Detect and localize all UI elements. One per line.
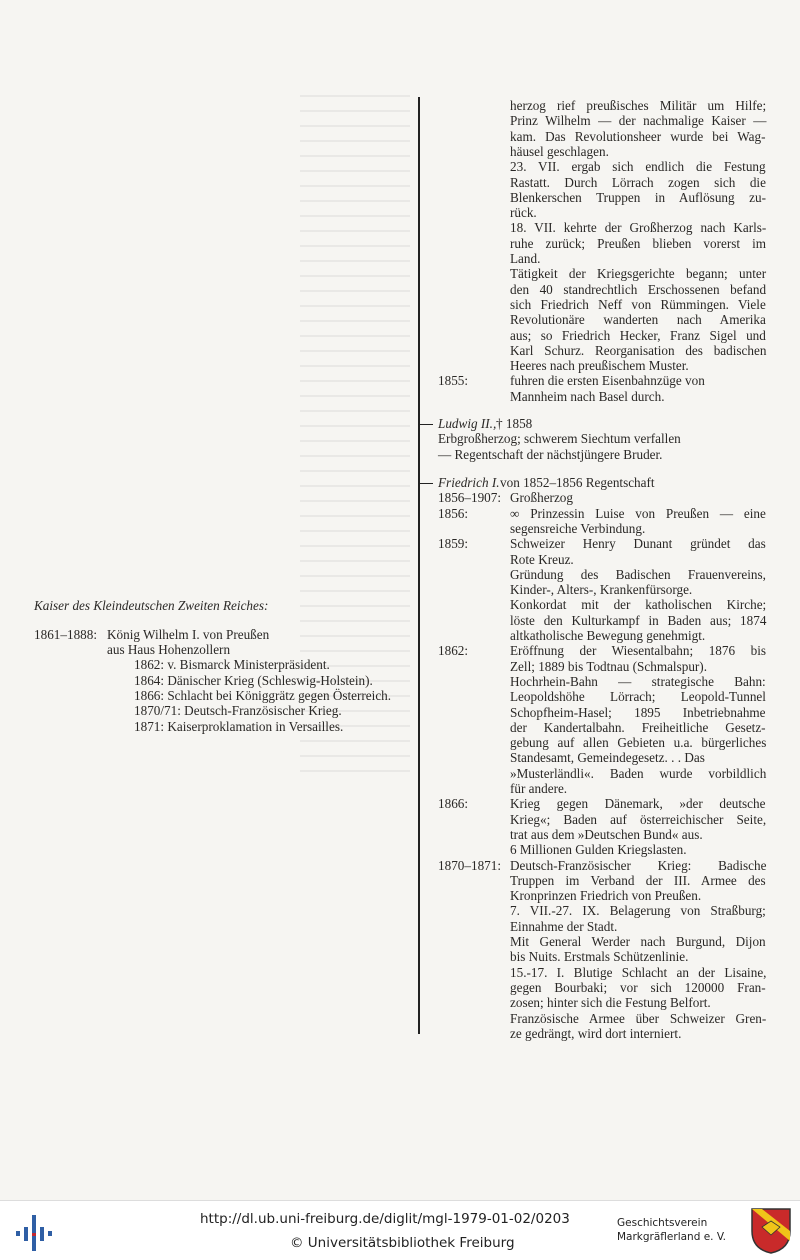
ludwig-line: — Regentschaft der nächstjüngere Bruder. [438, 446, 663, 462]
body-line: altkatholische Bewegung genehmigt. [510, 628, 706, 643]
left-line: 1871: Kaiserproklamation in Versailles. [134, 719, 344, 734]
body-line: Heeres nach preußischem Muster. [510, 358, 689, 374]
body-line: Hochrhein-Bahn — strategische Bahn: [510, 673, 766, 689]
body-line: segensreiche Verbindung. [510, 520, 646, 536]
body-line: Französische Armee über Schweizer Gren- [510, 1010, 767, 1026]
year-label: 1856–1907: [438, 490, 502, 506]
body-line: Schopfheim-Hasel; 1895 Inbetriebnahme [510, 704, 766, 720]
body-line: 15.-17. I. Blutige Schlacht an der Lisaine, [510, 964, 767, 980]
body-line: Gründung des Badischen Frauenvereins, [510, 566, 766, 582]
body-line: Rote Kreuz. [510, 551, 574, 567]
body-line: Großherzog [510, 490, 573, 506]
footer-bar [0, 1200, 800, 1260]
body-line: Kronprinzen Friedrich von Preußen. [510, 888, 702, 904]
society-name-line2: Markgräflerland e. V. [617, 1231, 727, 1243]
left-line: 1862: v. Bismarck Ministerpräsident. [134, 657, 330, 672]
ruler-dates-ludwig: † 1858 [496, 416, 533, 431]
body-line: den 40 standrechtlich Erschossenen befand [510, 281, 767, 297]
left-line: 1864: Dänischer Krieg (Schleswig-Holstein). [134, 673, 373, 688]
body-line: aus; so Friedrich Hecker, Franz Sigel und [510, 327, 766, 343]
body-line: Revolutionäre wanderten nach Amerika [510, 312, 766, 328]
body-line: Eröffnung der Wiesentalbahn; 1876 bis [510, 643, 767, 659]
left-heading: Kaiser des Kleindeutschen Zweiten Reiches: [34, 598, 269, 613]
body-line: ruhe zurück; Preußen blieben vorerst im [510, 235, 767, 251]
timeline-tick-ludwig [419, 424, 433, 425]
body-line: zosen; hinter sich die Festung Belfort. [510, 995, 711, 1011]
body-line: löste den Kulturkampf in Baden aus; 1874 [510, 612, 767, 628]
body-line: 23. VII. ergab sich endlich die Festung [510, 159, 766, 175]
body-line: Prinz Wilhelm — der nachmalige Kaiser — [510, 113, 767, 129]
body-line: herzog rief preußisches Militär um Hilfe; [510, 98, 767, 113]
left-line: 1866: Schlacht bei Königgrätz gegen Österreich. [134, 688, 392, 703]
body-line: Einnahme der Stadt. [510, 918, 618, 934]
body-line: Krieg«; Baden auf österreichischer Seite, [510, 811, 767, 827]
year-label: 1855: [438, 373, 469, 389]
copyright-notice: © Universitätsbibliothek Freiburg [290, 1235, 515, 1251]
year-label: 1870–1871: [438, 857, 502, 873]
body-line: häusel geschlagen. [510, 143, 609, 159]
year-label: 1862: [438, 643, 469, 659]
body-line: 18. VII. kehrte der Großherzog nach Karls- [510, 220, 767, 236]
coat-of-arms-icon [750, 1207, 792, 1255]
body-line: gebung auf allen Gebieten u.a. bürgerliches [510, 735, 767, 751]
left-line: König Wilhelm I. von Preußen [107, 627, 270, 642]
body-line: Blenkerschen Truppen in Auflösung zu- [510, 189, 766, 205]
body-line: Leopoldshöhe Lörrach; Leopold-Tunnel [510, 689, 766, 705]
body-line: Zell; 1889 bis Todtnau (Schmalspur). [510, 658, 707, 674]
body-line: fuhren die ersten Eisenbahnzüge von [510, 373, 705, 389]
body-line: Krieg gegen Dänemark, »der deutsche [510, 796, 766, 812]
society-name-line1: Geschichtsverein [617, 1217, 708, 1229]
body-line: Konkordat mit der katholischen Kirche; [510, 597, 767, 613]
body-line: trat aus dem »Deutschen Bund« aus. [510, 826, 703, 842]
ludwig-line: Erbgroßherzog; schwerem Siechtum verfallen [438, 431, 681, 447]
year-label: 1859: [438, 536, 469, 552]
ub-freiburg-logo-icon [14, 1211, 54, 1253]
ruler-name-friedrich: Friedrich I. [438, 475, 500, 490]
body-line: Mit General Werder nach Burgund, Dijon [510, 934, 766, 949]
body-line: Tätigkeit der Kriegsgerichte begann; unter [510, 266, 767, 282]
body-line: Kinder-, Alters-, Krankenfürsorge. [510, 582, 693, 598]
body-line: ze gedrängt, wird dort interniert. [510, 1025, 682, 1041]
year-label: 1856: [438, 505, 469, 521]
body-line: bis Nuits. Erstmals Schützenlinie. [510, 949, 689, 965]
left-year: 1861–1888: [34, 627, 98, 642]
body-line: kam. Das Revolutionsheer wurde bei Wag- [510, 128, 766, 144]
body-line: sich Friedrich Neff von Rümmingen. Viele [510, 296, 766, 312]
timeline-vertical-line [418, 97, 420, 1034]
body-line: Truppen im Verband der III. Armee des [510, 872, 766, 888]
body-line: rück. [510, 205, 537, 221]
body-line: Standesamt, Gemeindegesetz. . . Das [510, 750, 705, 766]
left-line: 1870/71: Deutsch-Französischer Krieg. [134, 703, 342, 718]
body-line: »Musterländli«. Baden wurde vorbildlich [510, 765, 767, 781]
body-line: 6 Millionen Gulden Kriegslasten. [510, 842, 687, 858]
body-line: für andere. [510, 781, 568, 796]
body-line: Schweizer Henry Dunant gründet das [510, 536, 766, 552]
body-line: der Kandertalbahn. Freiheitliche Gesetz- [510, 719, 766, 735]
timeline-tick-friedrich [419, 483, 433, 484]
body-line: Rastatt. Durch Lörrach zogen sich die [510, 174, 766, 190]
body-line: Karl Schurz. Reorganisation des badischen [510, 342, 767, 358]
body-line: Land. [510, 251, 541, 266]
year-label: 1866: [438, 796, 469, 812]
ruler-dates-friedrich: von 1852–1856 Regentschaft [500, 475, 655, 490]
body-line: 7. VII.-27. IX. Belagerung von Straßburg; [510, 903, 766, 919]
body-line: gegen Bourbaki; vor sich 120000 Fran- [510, 979, 766, 995]
left-line: aus Haus Hohenzollern [107, 642, 231, 657]
body-line: Mannheim nach Basel durch. [510, 388, 665, 404]
digital-library-url[interactable]: http://dl.ub.uni-freiburg.de/diglit/mgl-1979-01-02/0203 [200, 1211, 570, 1227]
body-line: ∞ Prinzessin Luise von Preußen — eine [510, 505, 766, 521]
body-line: Deutsch-Französischer Krieg: Badische [510, 857, 767, 873]
ruler-name-ludwig: Ludwig II., [438, 416, 497, 431]
